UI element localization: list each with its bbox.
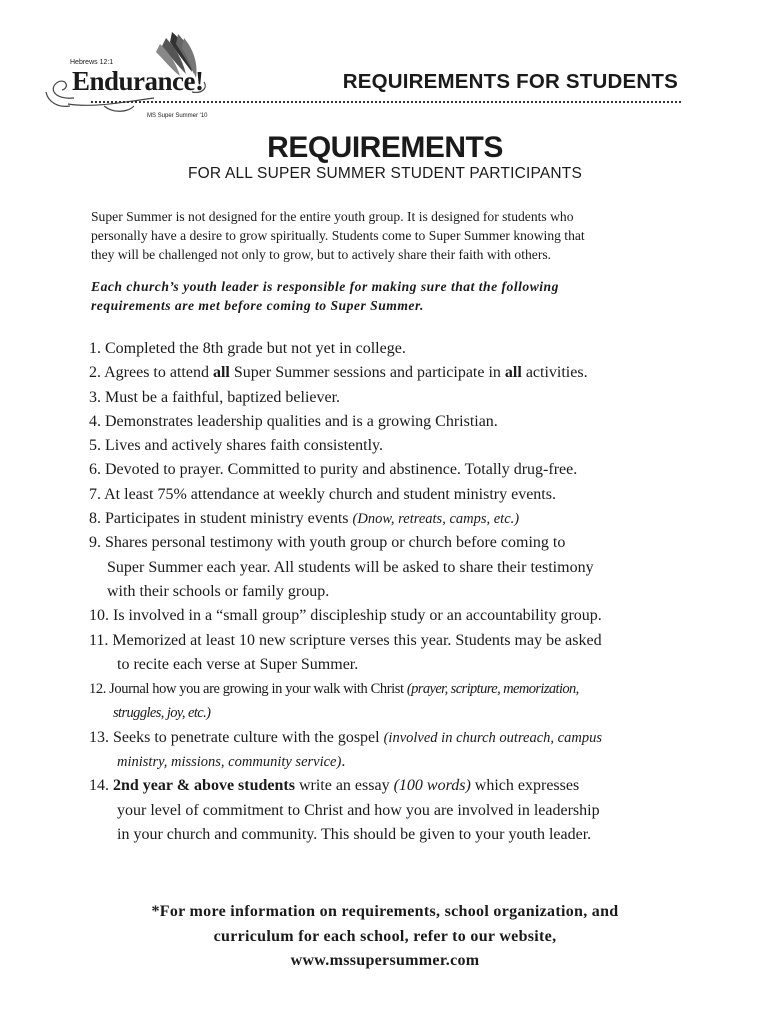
requirement-text: 9. Shares personal testimony with youth group or church before coming to <box>89 534 566 552</box>
page-subtitle: FOR ALL SUPER SUMMER STUDENT PARTICIPANTS <box>187 165 583 182</box>
requirement-item <box>89 483 699 507</box>
requirement-item <box>89 458 699 482</box>
requirement-text: 8. Participates in student ministry events <box>89 510 353 528</box>
logo-verse: Hebrews 12:1 <box>70 59 114 66</box>
requirement-note: (Dnow, retreats, camps, etc.) <box>352 511 520 528</box>
requirement-text: 7. At least 75% attendance at weekly church and student ministry events. <box>89 485 556 503</box>
requirement-note: ministry, missions, community service) <box>117 754 342 771</box>
requirement-item <box>89 629 699 678</box>
requirement-item <box>89 361 699 385</box>
requirement-text: 3. Must be a faithful, baptized believer. <box>89 388 341 406</box>
requirement-text: which expresses <box>470 777 580 795</box>
footer-note <box>0 900 770 974</box>
requirement-note: (prayer, scripture, memorization, <box>406 681 579 698</box>
requirement-item <box>89 677 699 726</box>
requirement-text: . <box>341 753 346 771</box>
requirement-text: 2. Agrees to attend <box>89 364 213 382</box>
requirement-emphasis: all <box>504 364 522 382</box>
logo-tagline: MS Super Summer '10 <box>147 113 208 119</box>
footer-line: *For more information on requirements, school organization, and <box>151 903 619 920</box>
header-divider <box>91 101 681 103</box>
intro-line: Super Summer is not designed for the entire youth group. It is designed for students who <box>91 209 574 224</box>
leader-note <box>91 277 691 315</box>
requirement-item <box>89 410 699 434</box>
requirement-text: Super Summer each year. All students will be asked to share their testimony <box>107 558 594 576</box>
requirement-item <box>89 726 699 775</box>
requirement-emphasis: 2nd year & above students <box>113 777 295 795</box>
requirement-text: 5. Lives and actively shares faith consistently. <box>89 437 383 455</box>
requirement-item <box>89 386 699 410</box>
requirement-item <box>89 337 699 361</box>
requirement-item <box>89 434 699 458</box>
leader-note-line: requirements are met before coming to Super Summer. <box>91 298 424 313</box>
requirement-note: struggles, joy, etc.) <box>113 705 211 722</box>
header-title: REQUIREMENTS FOR STUDENTS <box>342 70 678 93</box>
requirement-text: 14. <box>89 777 113 795</box>
requirement-item <box>89 774 699 847</box>
website-link[interactable]: www.mssupersummer.com <box>290 952 480 969</box>
requirements-list <box>89 337 699 847</box>
intro-line: they will be challenged not only to grow, but to actively share their faith with others. <box>91 247 552 262</box>
intro-line: personally have a desire to grow spiritually. Students come to Super Summer knowing that <box>91 228 585 243</box>
requirement-item <box>89 531 699 604</box>
requirement-text: 13. Seeks to penetrate culture with the gospel <box>89 728 384 746</box>
requirement-text: with their schools or family group. <box>107 582 330 600</box>
requirement-item <box>89 507 699 531</box>
requirement-text: 6. Devoted to prayer. Committed to purity and abstinence. Totally drug-free. <box>89 461 578 479</box>
requirement-text: Super Summer sessions and participate in <box>229 364 505 382</box>
intro-paragraph <box>91 207 681 264</box>
footer-line: curriculum for each school, refer to our website, <box>213 927 557 945</box>
requirement-text: 4. Demonstrates leadership qualities and is a growing Christian. <box>89 412 498 430</box>
page-title: REQUIREMENTS <box>267 131 503 164</box>
requirement-text: activities. <box>521 364 588 382</box>
requirement-text: 12. Journal how you are growing in your walk with Christ <box>89 681 407 698</box>
leader-note-line: Each church’s youth leader is responsible for making sure that the following <box>91 279 559 294</box>
requirement-note: (100 words) <box>393 777 471 795</box>
requirement-text: your level of commitment to Christ and how you are involved in leadership <box>117 801 600 819</box>
requirement-text: 1. Completed the 8th grade but not yet in college. <box>89 340 406 357</box>
requirement-text: 11. Memorized at least 10 new scripture verses this year. Students may be asked <box>89 631 602 649</box>
requirement-text: to recite each verse at Super Summer. <box>117 655 359 673</box>
logo-brand: Endurance! <box>72 66 204 96</box>
requirement-emphasis: all <box>212 364 230 382</box>
requirement-text: 10. Is involved in a “small group” discipleship study or an accountability group. <box>89 607 602 625</box>
requirement-text: write an essay <box>294 777 394 795</box>
requirement-note: (involved in church outreach, campus <box>383 729 602 746</box>
requirement-item <box>89 604 699 628</box>
requirement-text: in your church and community. This should be given to your youth leader. <box>117 825 592 843</box>
